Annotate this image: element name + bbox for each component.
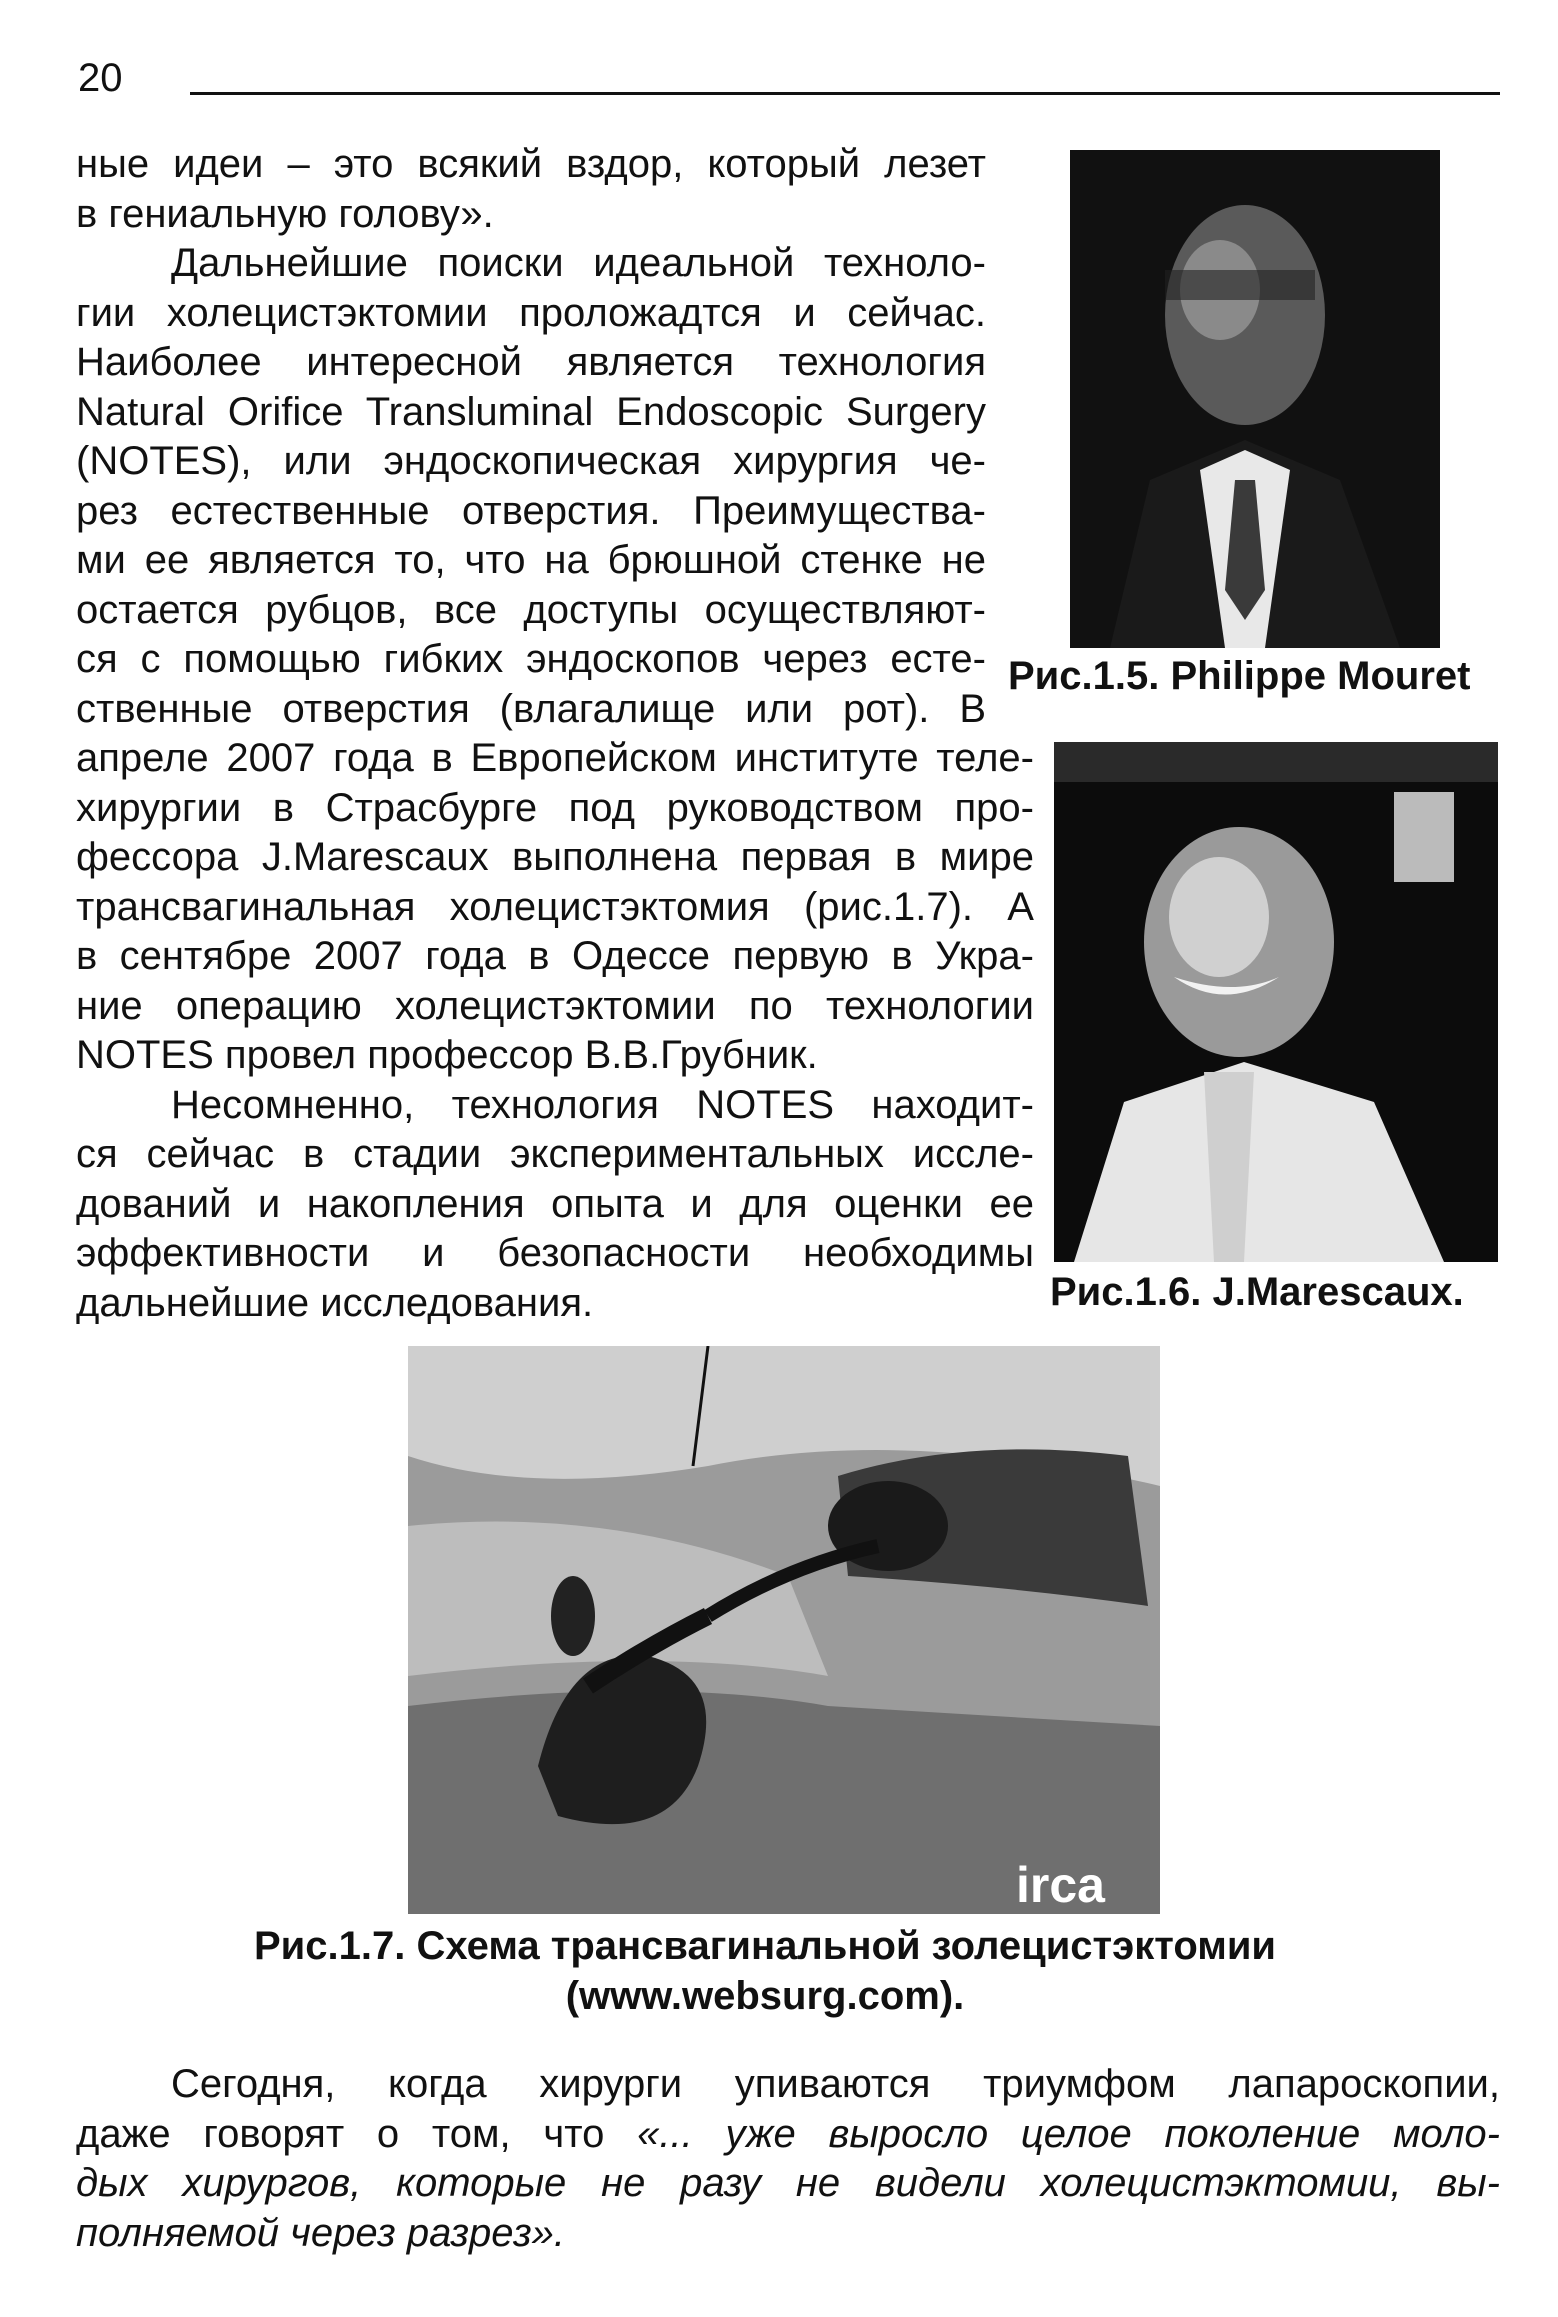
fig15-caption: Рис.1.5. Philippe Mouret (1008, 654, 1471, 698)
page-number: 20 (78, 56, 123, 100)
text-line: дальнейшие исследования. (76, 1280, 594, 1325)
fig17-caption-line1: Рис.1.7. Схема трансвагинальной золецистэктомии (254, 1924, 1276, 1968)
text-line (76, 2110, 1500, 2160)
text-line: Наиболее интересной является технология (76, 340, 986, 384)
text-plain: даже говорят о том, что (76, 2111, 638, 2156)
header-rule (190, 92, 1500, 95)
text-line: (NOTES), или эндоскопическая хирургия че- (76, 439, 986, 483)
watermark-text: irca (1016, 1857, 1105, 1913)
text-line: ственные отверстия (влагалище или рот). В (76, 686, 986, 731)
text-line: трансвагинальная холецистэктомия (рис.1.7). А (76, 884, 1034, 929)
text-line: полняемой через разрез». (76, 2210, 566, 2255)
text-line: Несомненно, технология NOTES находит- (171, 1082, 1034, 1127)
quote-italic: «... уже выросло целое поколение моло- (637, 2111, 1500, 2156)
text-line: апреле 2007 года в Европейском институте теле- (76, 736, 1034, 780)
text-line: ся с помощью гибких эндоскопов через есте- (76, 637, 986, 681)
text-line: дований и накопления опыта и для оценки ее (76, 1181, 1034, 1226)
text-line: Сегодня, когда хирурги упиваются триумфом лапароскопии, (171, 2062, 1500, 2106)
text-line: ние операцию холецистэктомии по технологии (76, 983, 1034, 1028)
text-line: гии холецистэктомии проложадтся и сейчас. (76, 290, 986, 335)
text-line: в гениальную голову». (76, 191, 494, 236)
fig17-caption-line2: (www.websurg.com). (565, 1974, 965, 2018)
fig16-caption: Рис.1.6. J.Marescaux. (1050, 1270, 1464, 1314)
text-line: в сентябре 2007 года в Одессе первую в Укра- (76, 934, 1034, 978)
text-line: Дальнейшие поиски идеальной техноло- (171, 241, 986, 285)
text-line: ные идеи – это всякий вздор, который лезет (76, 142, 986, 186)
text-line: NOTES провел профессор В.В.Грубник. (76, 1033, 818, 1077)
body-text-column (76, 140, 1034, 1328)
photo-transvaginal-scheme (408, 1346, 1160, 1914)
photo-philippe-mouret (1070, 150, 1440, 648)
text-line: рез естественные отверстия. Преимущества- (76, 488, 986, 533)
text-line: дых хирургов, которые не разу не видели холецистэктомии, вы- (76, 2161, 1500, 2205)
bottom-paragraph (76, 2060, 1500, 2258)
photo-j-marescaux (1054, 742, 1498, 1262)
text-line: Natural Orifice Transluminal Endoscopic Surgery (76, 389, 986, 434)
text-line: эффективности и безопасности необходимы (76, 1231, 1034, 1275)
text-line: хирургии в Страсбурге под руководством про- (76, 785, 1034, 830)
text-line: ми ее является то, что на брюшной стенке не (76, 538, 986, 582)
text-line: фессора J.Marescaux выполнена первая в мире (76, 835, 1034, 879)
text-line: остается рубцов, все доступы осуществляют- (76, 587, 986, 632)
text-line: ся сейчас в стадии экспериментальных иссле- (76, 1132, 1034, 1176)
